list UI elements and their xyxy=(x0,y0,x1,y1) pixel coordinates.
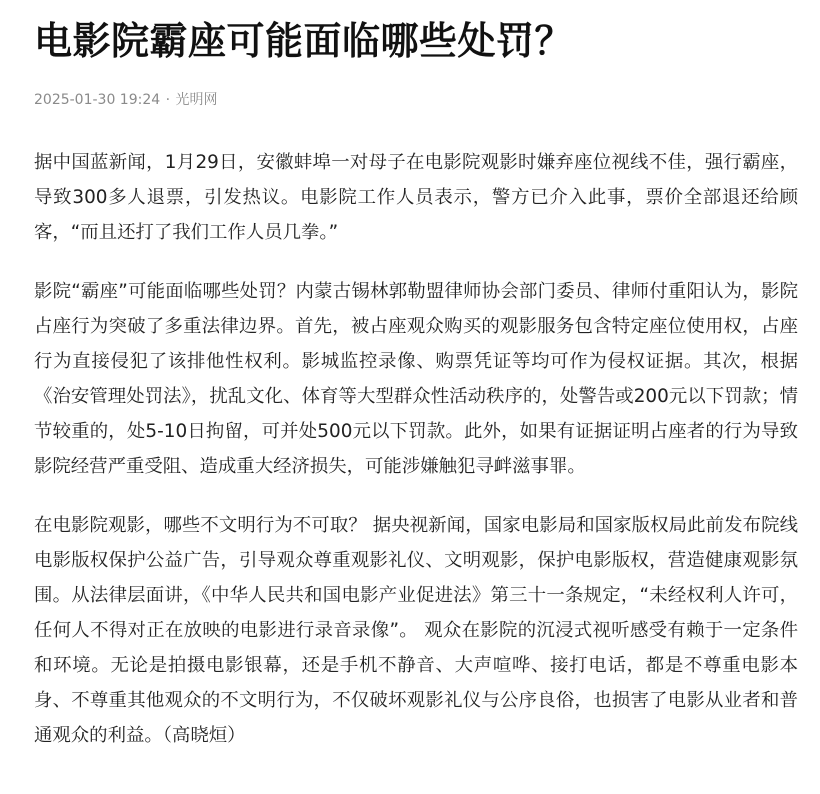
paragraph-2: 影院“霸座”可能面临哪些处罚？内蒙古锡林郭勒盟律师协会部门委员、律师付重阳认为，影院占座行为突破了多重法律边界。首先，被占座观众购买的观影服务包含特定座位使用权，占座行为直接侵犯了该排他性权利。影城监控录像、购票凭证等均可作为侵权证据。其次，根据《治安管理处罚法》，扰乱文化、体育等大型群众性活动秩序的，处警告或200元以下罚款；情节较重的，处5-10日拘留，可并处500元以下罚款。此外，如果有证据证明占座者的行为导致影院经营严重受阻、造成重大经济损失，可能涉嫌触犯寻衅滋事罪。 xyxy=(34,281,798,477)
meta-separator: · xyxy=(165,92,171,108)
source-name: 光明网 xyxy=(175,92,218,108)
article xyxy=(34,0,798,777)
paragraph-3: 在电影院观影，哪些不文明行为不可取？ 据央视新闻，国家电影局和国家版权局此前发布院线电影版权保护公益广告，引导观众尊重观影礼仪、文明观影，保护电影版权，营造健康观影氛围。从法律层面讲，《中华人民共和国电影产业促进法》第三十一条规定，“未经权利人许可，任何人不得对正在放映的电影进行录音录像”。 观众在影院的沉浸式视听感受有赖于一定条件和环境。无论是拍摄电影银幕，还是手机不静音、大声喧哗、接打电话，都是不尊重电影本身、不尊重其他观众的不文明行为，不仅破坏观影礼仪与公序良俗，也损害了电影从业者和普通观众的利益。（高晓烜） xyxy=(34,515,798,746)
article-body xyxy=(34,145,798,753)
article-title: 电影院霸座可能面临哪些处罚？ xyxy=(34,19,574,63)
publish-date: 2025-01-30 19:24 xyxy=(34,92,161,108)
article-meta xyxy=(34,90,798,110)
paragraph-1: 据中国蓝新闻，1月29日，安徽蚌埠一对母子在电影院观影时嫌弃座位视线不佳，强行霸座，导致300多人退票，引发热议。电影院工作人员表示，警方已介入此事，票价全部退还给顾客，“而且还打了我们工作人员几拳。” xyxy=(34,152,798,243)
